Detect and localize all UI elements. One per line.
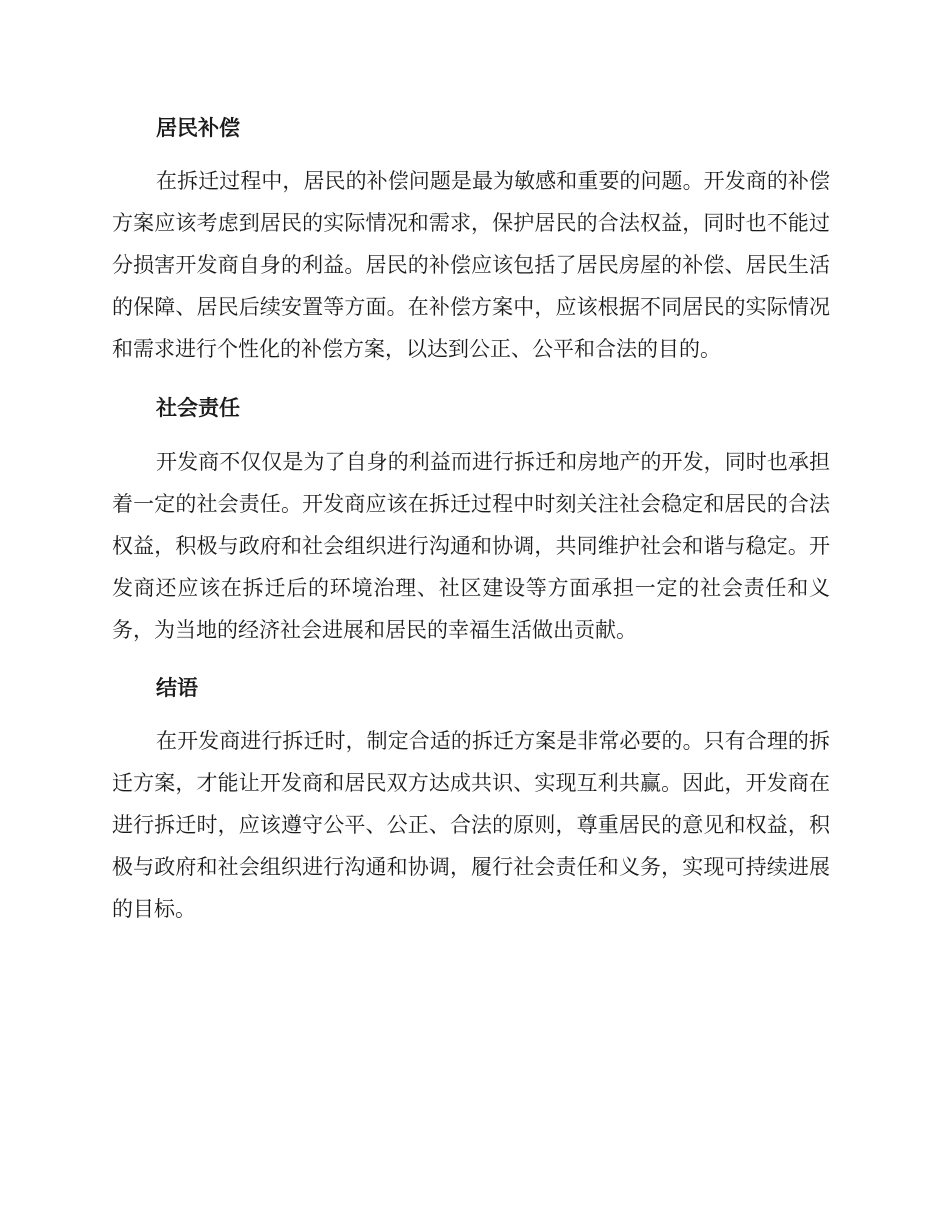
section-heading-social-responsibility: 社会责任 bbox=[156, 396, 240, 420]
section-paragraph-social-responsibility: 开发商不仅仅是为了自身的利益而进行拆迁和房地产的开发，同时也承担着一定的社会责任。开发商应该在拆迁过程中时刻关注社会稳定和居民的合法权益，积极与政府和社会组织进行沟通和协调，共同维护社会和谐与稳定。开发商还应该在拆迁后的环境治理、社区建设等方面承担一定的社会责任和义务，为当地的经济社会进展和居民的幸福生活做出贡献。 bbox=[112, 450, 830, 642]
section-paragraph-resident-compensation: 在拆迁过程中，居民的补偿问题是最为敏感和重要的问题。开发商的补偿方案应该考虑到居民的实际情况和需求，保护居民的合法权益，同时也不能过分损害开发商自身的利益。居民的补偿应该包括了居民房屋的补偿、居民生活的保障、居民后续安置等方面。在补偿方案中，应该根据不同居民的实际情况和需求进行个性化的补偿方案，以达到公正、公平和合法的目的。 bbox=[112, 169, 830, 361]
section-heading-conclusion: 结语 bbox=[156, 676, 198, 700]
section-heading-resident-compensation: 居民补偿 bbox=[156, 116, 240, 140]
section-paragraph-conclusion: 在开发商进行拆迁时，制定合适的拆迁方案是非常必要的。只有合理的拆迁方案，才能让开发商和居民双方达成共识、实现互利共赢。因此，开发商在进行拆迁时，应该遵守公平、公正、合法的原则，尊重居民的意见和权益，积极与政府和社会组织进行沟通和协调，履行社会责任和义务，实现可持续进展的目标。 bbox=[112, 729, 830, 921]
